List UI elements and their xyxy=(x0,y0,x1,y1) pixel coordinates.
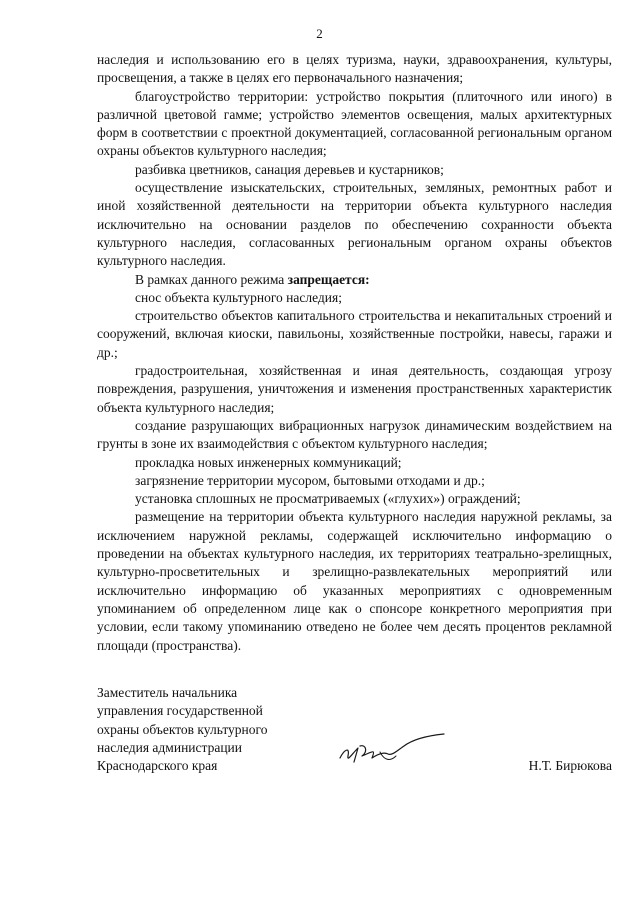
signatory-name: Н.Т. Бирюкова xyxy=(528,758,612,773)
paragraph-9: создание разрушающих вибрационных нагрузок динамическим воздействием на грунты в зоне их взаимодействия с объектом культурного наследия; xyxy=(97,417,612,452)
paragraph-7: строительство объектов капитального строительства и некапитальных строений и сооружений, включая киоски, павильоны, хозяйственные постройки, навесы, гаражи и др.; xyxy=(97,308,612,360)
position-line: управления государственной xyxy=(97,703,263,719)
prohibition-keyword: запрещается: xyxy=(287,271,370,287)
prohibition-lead: В рамках данного режима xyxy=(135,271,288,287)
paragraph-4: осуществление изыскательских, строительных, земляных, ремонтных работ и иной хозяйственной деятельности на территории объекта культурного наследия исключительно на основании разделов по обеспечению сохранности объекта культурного наследия, согласованных региональным органом охраны объектов культурного наследия. xyxy=(97,180,612,269)
paragraph-10: прокладка новых инженерных коммуникаций; xyxy=(135,454,402,470)
position-line: наследия администрации xyxy=(97,739,242,755)
paragraph-2: благоустройство территории: устройство покрытия (плиточного или иного) в различной цветовой гамме; устройство элементов освещения, малых архитектурных форм в соответствии с проектной документацией, согласованной региональным органом охраны объектов культурного наследия; xyxy=(97,88,612,159)
paragraph-6: снос объекта культурного наследия; xyxy=(135,289,342,305)
paragraph-11: загрязнение территории мусором, бытовыми отходами и др.; xyxy=(135,472,485,488)
paragraph-8: градостроительная, хозяйственная и иная деятельность, создающая угрозу повреждения, разрушения, уничтожения и изменения пространственных характеристик объекта культурного наследия; xyxy=(97,363,612,415)
signatory-position xyxy=(97,684,327,775)
position-line: Краснодарского края xyxy=(97,758,218,774)
paragraph-5 xyxy=(97,271,612,289)
handwritten-signature xyxy=(332,732,452,772)
paragraph-1: наследия и использованию его в целях туризма, науки, здравоохранения, культуры, просвещения, а также в целях его первоначального назначения; xyxy=(97,52,612,86)
position-line: охраны объектов культурного xyxy=(97,721,268,737)
page-number: 2 xyxy=(316,26,323,41)
document-body xyxy=(97,51,612,655)
paragraph-3: разбивка цветников, санация деревьев и кустарников; xyxy=(135,161,444,177)
paragraph-12: установка сплошных не просматриваемых («глухих») ограждений; xyxy=(135,491,521,507)
position-line: Заместитель начальника xyxy=(97,685,238,700)
paragraph-13: размещение на территории объекта культурного наследия наружной рекламы, за исключением наружной рекламы, содержащей исключительно информацию о проведении на объектах культурного наследия, их территориях театрально-зрелищных, культурно-просветительных и зрелищно-развлекательных мероприятий или исключительно информацию об указанных мероприятиях с одновременным упоминанием об определенном лице как о спонсоре конкретного мероприятия при условии, если такому упоминанию отведено не более чем десять процентов рекламной площади (пространства). xyxy=(97,509,612,653)
